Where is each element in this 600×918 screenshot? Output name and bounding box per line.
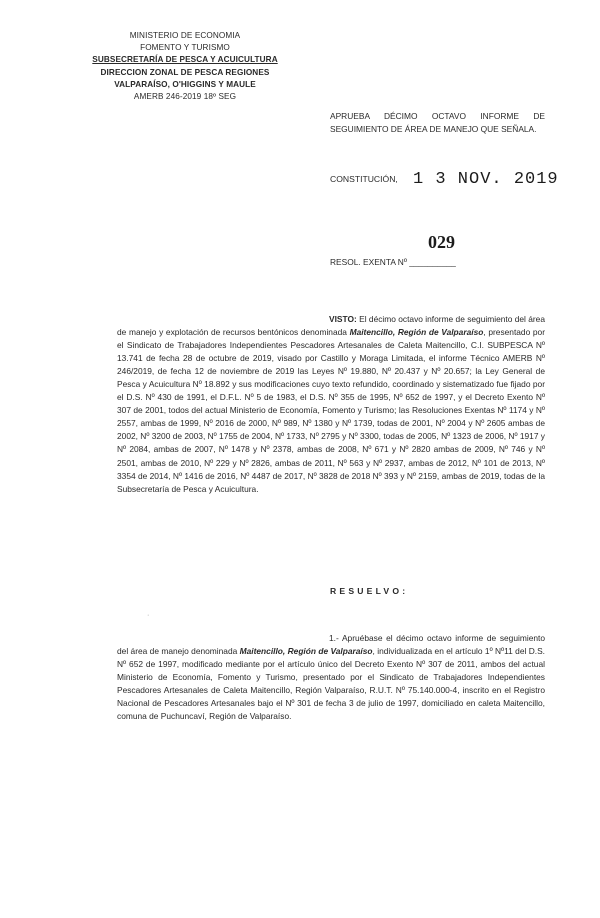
subject-line-1: APRUEBA DÉCIMO OCTAVO INFORME DE — [330, 111, 545, 121]
resuelvo-heading: RESUELVO: — [330, 586, 409, 596]
visto-area-name: Maitencillo, Región de Valparaíso — [349, 327, 484, 338]
direccion-zonal: DIRECCION ZONAL DE PESCA REGIONES — [100, 67, 270, 77]
resolution-number-stamp: 029 — [428, 232, 455, 252]
subsecretaria-name: SUBSECRETARÍA DE PESCA Y ACUICULTURA — [92, 55, 278, 65]
visto-text-1: El décimo octavo informe de seguimiento del área de manejo y explotación de recursos bentónicos denominada — [117, 314, 545, 338]
resuelvo-paragraph-1 — [117, 632, 545, 723]
date-stamp: 1 3 NOV. 2019 — [413, 170, 559, 189]
letterhead — [60, 30, 310, 103]
visto-paragraph — [117, 313, 545, 496]
regiones: VALPARAÍSO, O'HIGGINS Y MAULE — [114, 79, 256, 89]
visto-label: VISTO: — [329, 314, 357, 324]
resuelvo-area-name: Maitencillo, Región de Valparaíso — [239, 646, 373, 657]
reference-code: AMERB 246-2019 18º SEG — [133, 92, 237, 102]
subject-line-2: SEGUIMIENTO DE ÁREA DE MANEJO QUE SEÑALA. — [330, 123, 537, 134]
visto-text-2: , presentado por el Sindicato de Trabajadores Independientes Pescadores Artesanales de Caleta Maitencillo, C.I. SUBPESCA Nº 13.741 de fecha 28 de octubre de 2019, visado por Castillo y Moraga Limitada, el informe Técnico AMERB Nº 246/2019, de fecha 12 de noviembre de 2019 las Leyes Nº 19.880, Nº 20.437 y Nº 20.657; la Ley General de Pesca y Acuicultura Nº 18.892 y sus modificaciones cuyo texto refundido, coordinado y sistematizado fue fijado por el D.S. Nº 430 de 1991, el D.F.L. Nº 5 de 1983, el D.S. Nº 355 de 1995, Nº 652 de 1997, y el Decreto Exento Nº 307 de 2001, todos del actual Ministerio de Economía, Fomento y Turismo; las Resoluciones Exentas Nº 1174 y Nº 2557, ambas de 1999, Nº 2016 de 2000, Nº 989, Nº 1380 y Nº 1739, todas de 2001, Nº 2004 y Nº 2605 ambas de 2002, Nº 3200 de 2003, Nº 1755 de 2004, Nº 1733, Nº 2795 y Nº 3300, todas de 2005, Nº 1323 de 2006, Nº 1917 y Nº 2084, ambas de 2007, Nº 1478 y Nº 2378, ambas de 2008, Nº 671 y Nº 2820 ambas de 2009, Nº 746 y Nº 2501, ambas de 2010, Nº 229 y Nº 2826, ambas de 2011, Nº 563 y Nº 2937, ambas de 2012, Nº 101 de 2013, Nº 3354 de 2014, Nº 1416 de 2016, Nº 4487 de 2017, Nº 3828 de 2018 Nº 393 y Nº 2159, ambas de 2019, todas de la Subsecretaría de Pesca y Acuicultura. — [117, 327, 545, 494]
document-subject — [330, 110, 545, 135]
ministry-name-2: FOMENTO Y TURISMO — [140, 43, 230, 53]
resuelvo-text-1: 1.- Apruébase el décimo octavo informe de seguimiento del área de manejo denominada — [117, 633, 545, 657]
place-label: CONSTITUCIÓN, — [330, 174, 398, 184]
resolution-label: RESOL. EXENTA Nº __________ — [330, 257, 456, 267]
margin-mark: · — [147, 612, 150, 619]
resuelvo-text-2: , individualizada en el artículo 1º Nº11 del D.S. Nº 652 de 1997, modificado mediante por el artículo único del Decreto Exento Nº 307 de 2011, ambos del actual Ministerio de Economía, Fomento y Turismo, presentado por el Sindicato de Trabajadores Independientes Pescadores Artesanales de Caleta Maitencillo, Región Valparaíso, R.U.T. Nº 75.140.000-4, inscrito en el Registro Nacional de Pescadores Artesanales bajo el Nº 301 de fecha 3 de julio de 1997, domiciliado en caleta Maitencillo, comuna de Puchuncaví, Región de Valparaíso. — [117, 646, 545, 722]
ministry-name: MINISTERIO DE ECONOMIA — [129, 31, 241, 40]
